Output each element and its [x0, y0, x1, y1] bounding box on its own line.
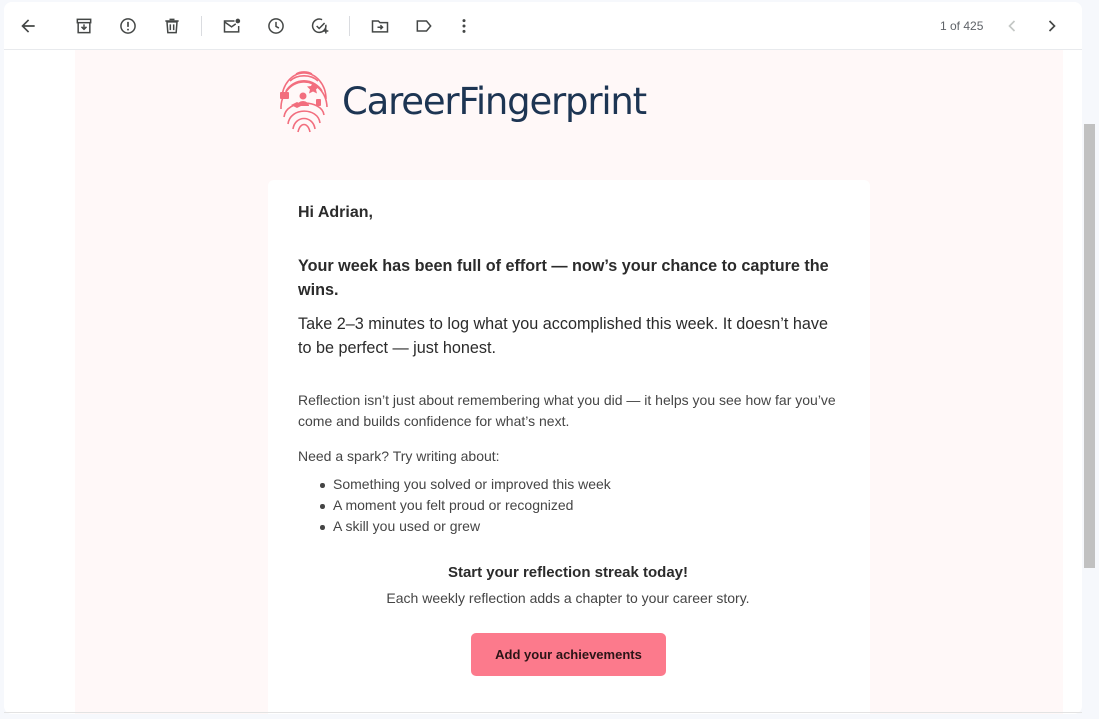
list-item: A moment you felt proud or recognized: [333, 495, 611, 516]
tips-list: [333, 474, 611, 537]
headline: Your week has been full of effort — now’s your chance to capture the wins.: [298, 257, 829, 299]
add-achievements-button[interactable]: Add your achievements: [471, 633, 666, 676]
report-spam-button[interactable]: [112, 10, 144, 42]
newer-button[interactable]: [996, 10, 1028, 42]
email-toolbar: [4, 2, 1082, 50]
pager-count: 1 of 425: [940, 19, 984, 33]
report-spam-icon: [118, 16, 138, 36]
brand-logo: [276, 67, 646, 135]
back-arrow-icon: [18, 16, 38, 36]
lead-paragraph: Take 2–3 minutes to log what you accomplished this week. It doesn’t have to be perfect — just honest.: [298, 315, 828, 357]
add-to-tasks-icon: [310, 16, 330, 36]
archive-icon: [74, 16, 94, 36]
email-view: [4, 2, 1082, 714]
toolbar-divider: [349, 16, 350, 36]
more-vert-icon: [454, 16, 474, 36]
reflection-paragraph: Reflection isn’t just about remembering what you did — it helps you see how far you’ve come and builds confidence for what’s next.: [298, 392, 836, 429]
scrollbar-thumb[interactable]: [1084, 124, 1095, 568]
snooze-button[interactable]: [260, 10, 292, 42]
move-to-button[interactable]: [364, 10, 396, 42]
delete-button[interactable]: [156, 10, 188, 42]
snooze-icon: [266, 16, 286, 36]
email-card: [268, 180, 870, 714]
cta-subtitle: Each weekly reflection adds a chapter to your career story.: [386, 590, 750, 606]
archive-button[interactable]: [68, 10, 100, 42]
label-button[interactable]: [408, 10, 440, 42]
mark-unread-button[interactable]: [216, 10, 248, 42]
label-icon: [414, 16, 434, 36]
older-button[interactable]: [1036, 10, 1068, 42]
list-item: A skill you used or grew: [333, 516, 611, 537]
mark-unread-icon: [222, 16, 242, 36]
add-to-tasks-button[interactable]: [304, 10, 336, 42]
more-options-button[interactable]: [448, 10, 480, 42]
list-item: Something you solved or improved this week: [333, 474, 611, 495]
toolbar-divider: [201, 16, 202, 36]
back-button[interactable]: [12, 10, 44, 42]
chevron-left-icon: [1002, 16, 1022, 36]
move-to-icon: [370, 16, 390, 36]
bottom-divider: [4, 712, 1082, 713]
chevron-right-icon: [1042, 16, 1062, 36]
delete-icon: [162, 16, 182, 36]
spark-prompt: Need a spark? Try writing about:: [298, 448, 500, 464]
brand-name: CareerFingerprint: [342, 79, 646, 123]
fingerprint-logo-icon: [276, 69, 332, 133]
greeting: Hi Adrian,: [298, 204, 373, 221]
cta-title: Start your reflection streak today!: [447, 564, 689, 581]
